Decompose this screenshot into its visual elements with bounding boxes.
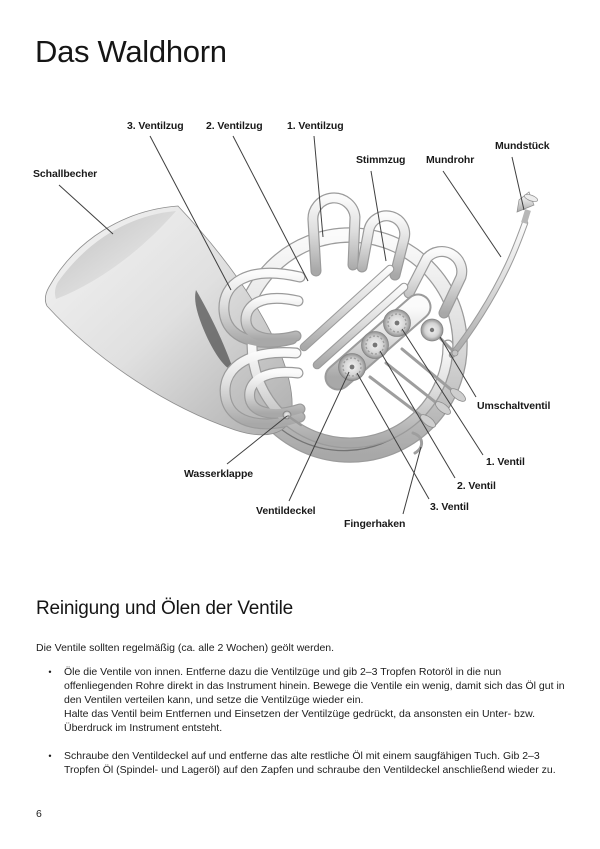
diagram-label-ventilzug-2: 2. Ventilzug: [206, 120, 263, 132]
rotary-valve-3: [339, 354, 366, 381]
diagram-label-schallbecher: Schallbecher: [33, 168, 98, 180]
paragraph: Öle die Ventile von innen. Entferne dazu die Ventilzüge und gib 2–3 Tropfen Rotoröl in die nun offenliegenden Rohre direkt in das Instrument hinein. Bewege die Ventile ein wenig, damit sich das Öl gut in den Ventilen verteilen kann, und setze die Ventilzüge wieder ein.: [64, 666, 565, 706]
page-title: Das Waldhorn: [35, 34, 227, 69]
rotary-valve-2: [362, 332, 389, 359]
section-heading: Reinigung und Ölen der Ventile: [36, 598, 294, 619]
diagram-label-mundrohr: Mundrohr: [426, 154, 475, 166]
bullet-marker: •: [48, 667, 52, 677]
diagram-label-stimmzug: Stimmzug: [356, 154, 406, 166]
diagram-label-mundstueck: Mundstück: [495, 140, 550, 152]
diagram-label-ventil-2: 2. Ventil: [457, 480, 496, 492]
diagram-label-fingerhaken: Fingerhaken: [344, 518, 406, 530]
diagram-label-umschaltventil: Umschaltventil: [477, 400, 551, 412]
list-item: [36, 749, 572, 777]
page-number: 6: [36, 808, 42, 820]
horn-mouthpiece: [517, 192, 539, 223]
list-item-text: [64, 665, 572, 735]
list-item: [36, 665, 572, 735]
paragraph: Schraube den Ventildeckel auf und entferne das alte restliche Öl mit einem saugfähigen Tuch. Gib 2–3 Tropfen Öl (Spindel- und Lageröl) auf den Zapfen und schraube den Ventildeckel anschließend wieder zu.: [64, 750, 556, 776]
diagram-label-ventil-3: 3. Ventil: [430, 501, 469, 513]
diagram-label-ventildeckel: Ventildeckel: [256, 505, 316, 517]
list-item-text: [64, 749, 572, 777]
paragraph: Halte das Ventil beim Entfernen und Einsetzen der Ventilzüge gedrückt, da ansonsten ein Unter- bzw. Überdruck im Instrument entsteht.: [64, 708, 536, 734]
section-intro: Die Ventile sollten regelmäßig (ca. alle 2 Wochen) geölt werden.: [36, 642, 335, 654]
bullet-marker: •: [48, 751, 52, 761]
horn-diagram: [0, 115, 600, 545]
diagram-label-ventil-1: 1. Ventil: [486, 456, 525, 468]
diagram-label-ventilzug-3: 3. Ventilzug: [127, 120, 184, 132]
instruction-list: [36, 665, 572, 777]
diagram-label-ventilzug-1: 1. Ventilzug: [287, 120, 344, 132]
diagram-label-wasserklappe: Wasserklappe: [184, 468, 254, 480]
rotary-valve-1: [384, 310, 411, 337]
